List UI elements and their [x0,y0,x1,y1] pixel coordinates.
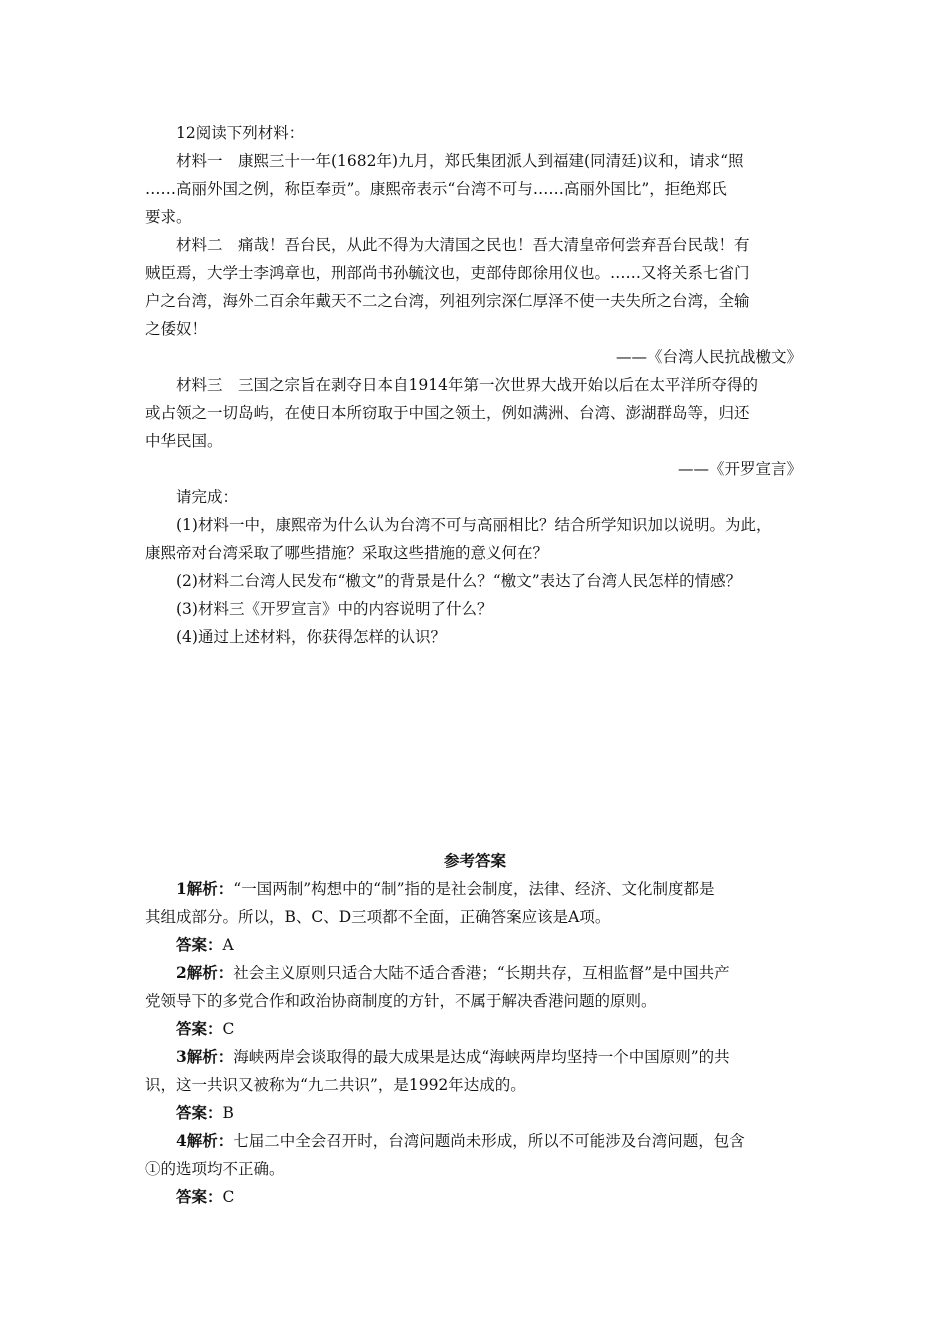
material-one-line: ……高丽外国之例，称臣奉贡”。康熙帝表示“台湾不可与……高丽外国比”，拒绝郑氏 [145,180,727,198]
analysis-text: 七届二中全会召开时，台湾问题尚未形成，所以不可能涉及台湾问题，包含 [233,1132,745,1150]
analysis-4 [176,1131,805,1151]
analysis-label: 1解析： [176,879,234,898]
material-two-line: 贼臣焉，大学士李鸿章也，刑部尚书孙毓汶也，吏部侍郎徐用仪也。……又将关系七省门 [145,264,750,282]
analysis-text: 党领导下的多党合作和政治协商制度的方针，不属于解决香港问题的原则。 [145,992,657,1010]
answer-label: 答案： [176,1019,223,1038]
material-two-line: 材料二 痛哉！吾台民，从此不得为大清国之民也！吾大清皇帝何尝弃吾台民哉！有 [176,236,750,254]
answer-label: 答案： [176,1103,223,1122]
answer-label: 答案： [176,1187,223,1206]
analysis-1 [176,879,805,899]
analysis-text: 海峡两岸会谈取得的最大成果是达成“海峡两岸均坚持一个中国原则”的共 [233,1048,730,1066]
material-two-line: 户之台湾，海外二百余年戴天不二之台湾，列祖列宗深仁厚泽不使一夫失所之台湾，全输 [145,292,750,310]
question-intro: 12阅读下列材料： [176,124,305,142]
analysis-3 [176,1047,805,1067]
material-two-source: ——《台湾人民抗战檄文》 [615,348,802,366]
material-two-line: 之倭奴！ [145,320,208,338]
sub-question-3: (3)材料三《开罗宣言》中的内容说明了什么？ [176,600,493,618]
analysis-label: 2解析： [176,963,234,982]
answer-label: 答案： [176,935,223,954]
answer-value: B [222,1104,234,1122]
material-three-source: ——《开罗宣言》 [677,460,802,478]
analysis-text: 其组成部分。所以，B、C、D三项都不全面，正确答案应该是A项。 [145,908,611,926]
analysis-2 [176,963,805,983]
answer-value: A [222,936,234,954]
answer-3 [176,1103,805,1123]
analysis-text: 识，这一共识又被称为“九二共识”，是1992年达成的。 [145,1076,526,1094]
material-three-line: 或占领之一切岛屿，在使日本所窃取于中国之领土，例如满洲、台湾、澎湖群岛等，归还 [145,404,750,422]
analysis-text: “一国两制”构想中的“制”指的是社会制度，法律、经济、文化制度都是 [233,880,715,898]
answers-heading: 参考答案 [443,851,506,870]
analysis-text: ①的选项均不正确。 [145,1160,285,1178]
sub-question-1: (1)材料一中，康熙帝为什么认为台湾不可与高丽相比？结合所学知识加以说明。为此， [176,516,772,534]
material-one-line: 要求。 [145,208,192,226]
material-one-line: 材料一 康熙三十一年(1682年)九月，郑氏集团派人到福建(同清廷)议和，请求“照 [176,152,744,170]
answer-2 [176,1019,805,1039]
sub-question-1: 康熙帝对台湾采取了哪些措施？采取这些措施的意义何在？ [145,544,549,562]
answer-4 [176,1187,805,1207]
analysis-label: 4解析： [176,1131,234,1150]
analysis-text: 社会主义原则只适合大陆不适合香港；“长期共存，互相监督”是中国共产 [233,964,730,982]
prompt: 请完成： [176,488,239,506]
sub-question-2: (2)材料二台湾人民发布“檄文”的背景是什么？“檄文”表达了台湾人民怎样的情感？ [176,572,742,590]
answer-value: C [222,1188,235,1206]
answer-value: C [222,1020,235,1038]
analysis-label: 3解析： [176,1047,234,1066]
sub-question-4: (4)通过上述材料，你获得怎样的认识？ [176,628,446,646]
material-three-line: 材料三 三国之宗旨在剥夺日本自1914年第一次世界大战开始以后在太平洋所夺得的 [176,376,758,394]
answer-1 [176,935,805,955]
material-three-line: 中华民国。 [145,432,223,450]
